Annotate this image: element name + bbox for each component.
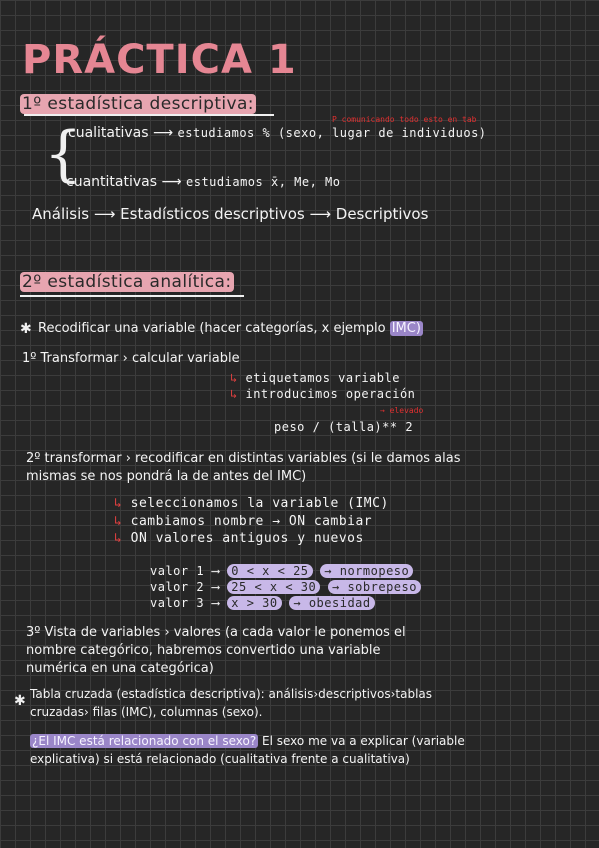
arrow-icon: ⟶: [309, 205, 331, 223]
question-rest: El sexo me va a explicar (variable: [262, 734, 465, 748]
step1-red-note: → elevado: [380, 406, 424, 415]
row-cuantitativas: [66, 175, 341, 190]
left-brace: {: [44, 119, 83, 189]
arrow-icon: ⟶: [161, 174, 182, 190]
section2-underline: [20, 295, 244, 297]
analysis-c: Descriptivos: [335, 205, 429, 223]
section1-heading: 1º estadística descriptiva:: [22, 94, 254, 114]
step3-line3: numérica en una categórica): [26, 661, 214, 676]
section2-heading: 2º estadística analítica:: [22, 272, 232, 292]
step3-line2: nombre categórico, habremos convertido una variable: [26, 643, 381, 658]
analysis-line: [32, 206, 428, 223]
hook-arrow-icon: ↳: [114, 496, 123, 511]
tabla-cruzada-line2: cruzadas› filas (IMC), columnas (sexo).: [30, 705, 263, 719]
row-cualitativas: [68, 126, 487, 141]
arrow-icon: ⟶: [211, 564, 220, 578]
question-line2: explicativa) si está relacionado (cualitativa frente a cualitativa): [30, 752, 410, 766]
value-range: 0 < x < 25: [227, 564, 312, 578]
step1-formula: peso / (talla)** 2: [274, 420, 414, 434]
hook-arrow-icon: ↳: [114, 531, 123, 546]
imc-tag: IMC): [391, 321, 421, 336]
value-result: → normopeso: [320, 564, 413, 578]
arrow-icon: ⟶: [211, 580, 220, 594]
step2-sub1: ↳ seleccionamos la variable (IMC): [114, 496, 389, 511]
recodificar-line: [38, 322, 423, 336]
value-result: → sobrepeso: [328, 580, 421, 594]
value-row: valor 3 ⟶ x > 30 → obesidad: [150, 597, 375, 610]
arrow-icon: ⟶: [93, 205, 116, 223]
page-title: PRÁCTICA 1: [22, 37, 297, 83]
star-icon: ✱: [14, 693, 26, 709]
value-range: 25 < x < 30: [227, 580, 320, 594]
question-line1: [30, 735, 465, 748]
row-text: estudiamos x̄, Me, Mo: [186, 175, 341, 189]
step2-sub2: ↳ cambiamos nombre → ON cambiar: [114, 514, 373, 529]
step2-sub3: ↳ ON valores antiguos y nuevos: [114, 531, 364, 546]
step2-line2: mismas se nos pondrá la de antes del IMC): [26, 469, 307, 484]
section1-red-note: P comunicando todo esto en tab: [332, 115, 477, 124]
step1-title: 1º Transformar › calcular variable: [22, 351, 240, 366]
step3-line1: 3º Vista de variables › valores (a cada valor le ponemos el: [26, 625, 406, 640]
arrow-icon: ⟶: [153, 125, 174, 141]
tabla-cruzada-line1: Tabla cruzada (estadística descriptiva): análisis›descriptivos›tablas: [30, 687, 433, 701]
row-text: estudiamos % (sexo, lugar de individuos): [177, 126, 487, 140]
hook-arrow-icon: ↳: [114, 514, 123, 529]
row-label: cualitativas: [68, 125, 149, 141]
recodificar-text: Recodificar una variable (hacer categorías, x ejemplo: [38, 321, 386, 336]
step2-line1: 2º transformar › recodificar en distintas variables (si le damos alas: [26, 451, 461, 466]
question-highlight: ¿El IMC está relacionado con el sexo?: [32, 734, 257, 748]
arrow-icon: ⟶: [211, 596, 220, 610]
row-label: cuantitativas: [66, 174, 158, 190]
hook-arrow-icon: ↳: [230, 371, 238, 385]
value-result: → obesidad: [289, 596, 374, 610]
value-row: valor 2 ⟶ 25 < x < 30 → sobrepeso: [150, 581, 421, 594]
value-row: valor 1 ⟶ 0 < x < 25 → normopeso: [150, 565, 413, 578]
value-range: x > 30: [227, 596, 281, 610]
step1-sub1: ↳ etiquetamos variable: [230, 371, 400, 385]
star-icon: ✱: [20, 321, 32, 337]
hook-arrow-icon: ↳: [230, 387, 238, 401]
step1-sub2: ↳ introducimos operación: [230, 387, 416, 401]
analysis-a: Análisis: [32, 205, 90, 223]
section1-underline: [24, 114, 274, 116]
analysis-b: Estadísticos descriptivos: [120, 205, 305, 223]
